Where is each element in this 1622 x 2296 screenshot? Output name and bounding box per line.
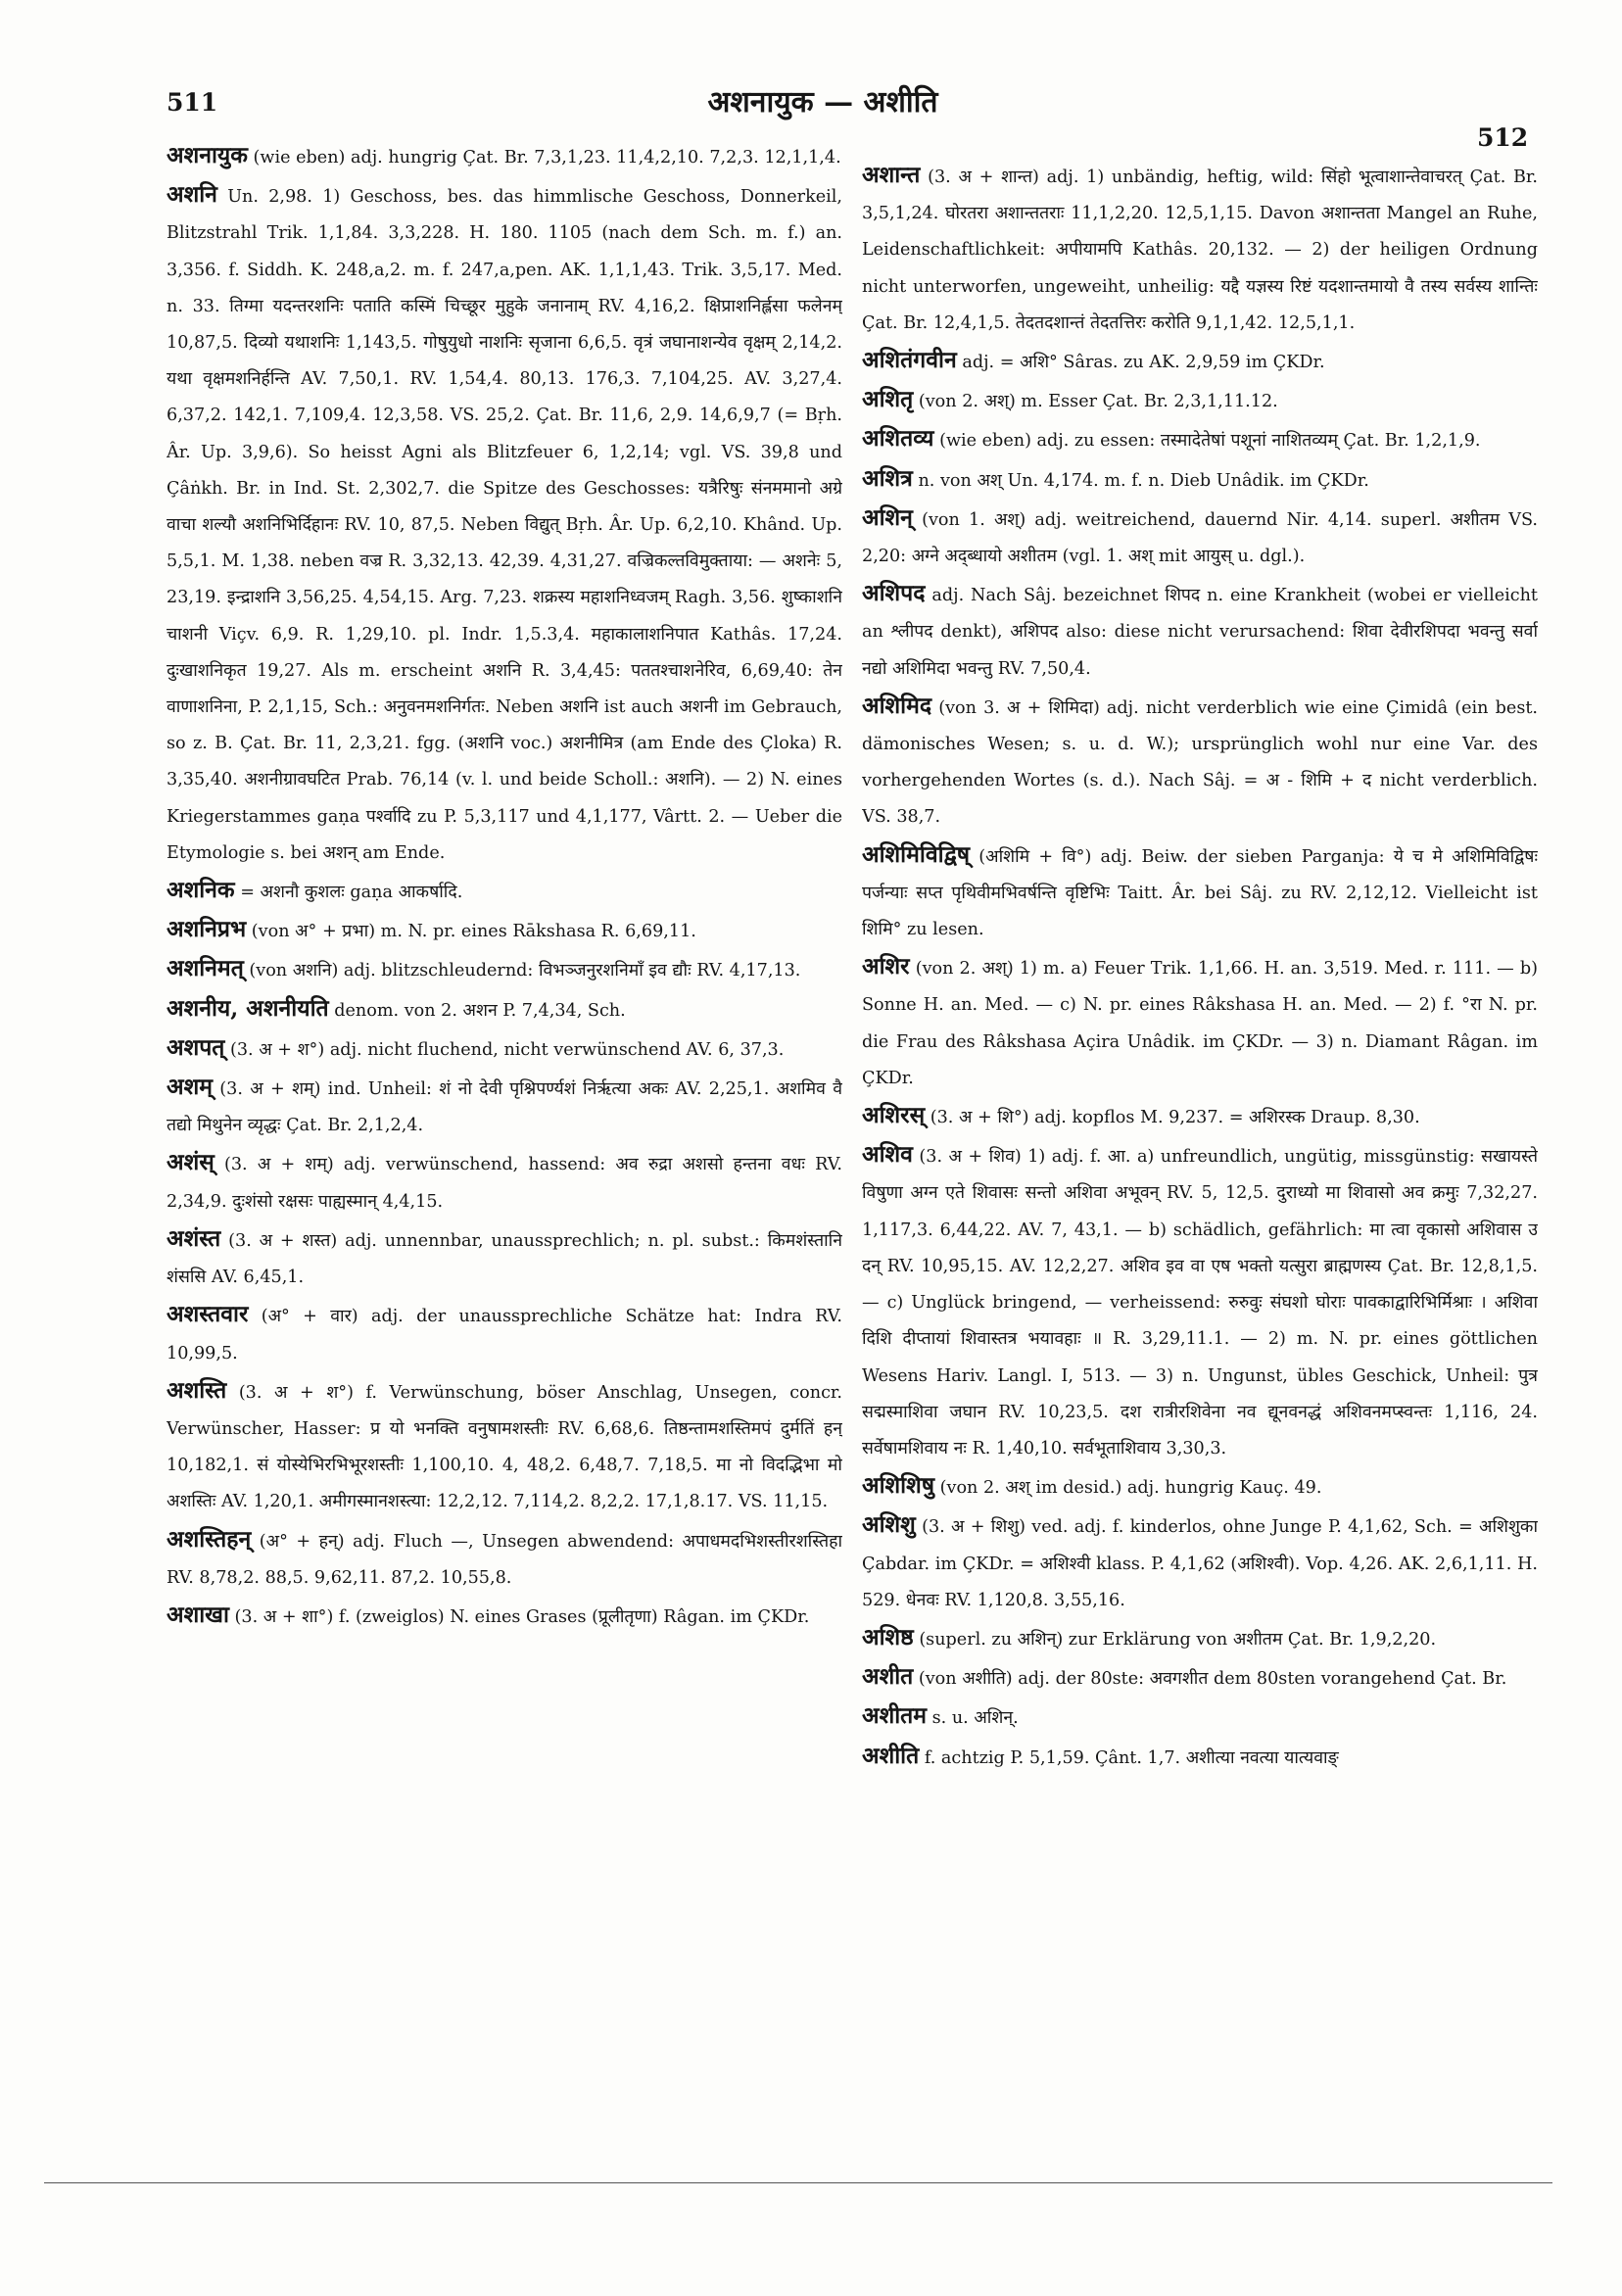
dictionary-entry [167, 950, 842, 989]
entry-text: (3. अ + शिव) 1) adj. f. आ. a) unfreundlich, ungütig, missgünstig: सखायस्ते विषुणा अग्न एते शिवासः सन्तो अशिवा अभूवन् RV. 5, 12,5. दुराध्यो मा शिवासो अव क्रमुः 7,32,27. 1,117,3. 6,44,22. AV. 7, 43,1. — b) schädlich, gefährlich: मा त्वा वृकासो अशिवास उ दन् RV. 10,95,15. AV. 12,2,27. अशिव इव वा एष भक्तो यत्सुरा ब्राह्मणस्य Çat. Br. 12,8,1,5. — c) Unglück bringend, — verheissend: रुरुवुः संघशो घोराः पावकाद्वारिभिर्मिश्राः । अशिवा दिशि दीप्तायां शिवास्तत्र भयावहाः ॥ R. 3,29,11.1. — 2) m. N. pr. eines göttlichen Wesens Hariv. Langl. I, 513. — 3) n. Ungunst, übles Geschick, Unheil: पुत्र सद्मस्माशिवा जघान RV. 10,23,5. दश रात्रीरशिवेना नव द्यूनवनद्धं अशिवनमप्स्वन्तः 1,116, 24. सर्वेषामशिवाय नः R. 1,40,10. सर्वभूताशिवाय 3,30,3. [862, 1147, 1538, 1459]
dictionary-entry [167, 176, 842, 872]
entry-headword: अशस्तिहन् [167, 1525, 252, 1553]
entry-headword: अशिन् [862, 503, 913, 531]
entry-headword: अशनायुक [167, 142, 248, 168]
entry-text: (अ° + हन्) adj. Fluch —, Unsegen abwendend: अपाधमदभिशस्तीरशस्तिहा RV. 8,78,2. 88,5. 9,62,11. 87,2. 10,55,8. [167, 1531, 842, 1588]
entry-headword: अशान्त [862, 162, 921, 188]
entry-headword: अशनिक [167, 877, 235, 904]
entry-headword: अशस्ति [167, 1376, 227, 1404]
dictionary-entry [862, 420, 1538, 459]
entry-text: (von 2. अश्) 1) m. a) Feuer Trik. 1,1,66. H. an. 3,519. Med. r. 111. — b) Sonne H. an. Med. — c) N. pr. eines Râkshasa H. an. Med. — 2) f. °रा N. pr. die Frau des Râkshasa Açira Unâdik. im ÇKDr. — 3) n. Diamant Râgan. im ÇKDr. [862, 959, 1538, 1088]
entry-headword: अशितृ [862, 386, 914, 413]
dictionary-entry [862, 1136, 1538, 1467]
entry-text: (von 3. अ + शिमिदा) adj. nicht verderblich wie eine Çimidâ (ein best. dämonisches Wesen; s. u. d. W.); ursprünglich wohl nur eine Var. des vorhergehenden Wortes (s. d.). Nach Sâj. = अ - शिमि + द nicht verderblich. VS. 38,7. [862, 697, 1538, 828]
entry-text: (von अशीति) adj. der 80ste: अवगशीत dem 80sten vorangehend Çat. Br. [918, 1669, 1507, 1690]
entry-text: (3. अ + शि°) adj. kopflos M. 9,237. = अशिरस्क Draup. 8,30. [930, 1108, 1420, 1128]
dictionary-entry [167, 1521, 842, 1597]
dictionary-entry [167, 1069, 842, 1144]
dictionary-entry [862, 381, 1538, 420]
left-column [167, 137, 842, 1636]
right-page-number: 512 [1477, 123, 1529, 152]
entry-headword: अशीति [862, 1742, 920, 1769]
dictionary-entry [167, 1220, 842, 1296]
entry-text: (superl. zu अशिन्) zur Erklärung von अशीतम Çat. Br. 1,9,2,20. [919, 1629, 1437, 1650]
dictionary-entry [862, 575, 1538, 688]
entry-headword: अशीत [862, 1663, 914, 1691]
dictionary-entry [167, 1372, 842, 1521]
entry-text: (von 2. अश्) m. Esser Çat. Br. 2,3,1,11.12. [918, 392, 1278, 412]
running-head: अशनायुक — अशीति [707, 85, 938, 120]
entry-headword: अशनिमत् [167, 955, 244, 982]
footer-rule [44, 2182, 1552, 2183]
entry-text: (3. अ + शम्) adj. verwünschend, hassend: अव रुद्रा अशसो हन्तना वधः RV. 2,34,9. दुःशंसो रक्षसः पाह्यस्मान् 4,4,15. [167, 1155, 842, 1212]
entry-text: (von अशनि) adj. blitzschleudernd: विभञ्जनुरशनिमाँ इव द्यौः RV. 4,17,13. [249, 961, 801, 981]
entry-text: (3. अ + श°) f. Verwünschung, böser Anschlag, Unsegen, concr. Verwünscher, Hasser: प्र यो भनक्ति वनुषामशस्तीः RV. 6,68,6. तिष्ठन्तामशस्तिमपं दुर्मतिं हन् 10,182,1. सं योस्येभिरभिभूरशस्तीः 1,100,10. 4, 48,2. 6,48,7. 7,18,5. मा नो विदद्भिभा मो अशस्तिः AV. 1,20,1. अमीगस्मानशस्त्या: 12,2,12. 7,114,2. 8,2,2. 17,1,8.17. VS. 11,15. [167, 1382, 842, 1512]
dictionary-entry [862, 1097, 1538, 1136]
dictionary-entry [862, 1507, 1538, 1619]
dictionary-entry [167, 990, 842, 1029]
entry-text: n. von अश् Un. 4,174. m. f. n. Dieb Unâdik. im ÇKDr. [918, 470, 1369, 491]
entry-text: (wie eben) adj. hungrig Çat. Br. 7,3,1,23. 11,4,2,10. 7,2,3. 12,1,1,4. [253, 148, 841, 167]
dictionary-entry [167, 1144, 842, 1220]
dictionary-entry [167, 1296, 842, 1371]
dictionary-entry [167, 911, 842, 950]
entry-text: (3. अ + शस्त) adj. unnennbar, unaussprechlich; n. pl. subst.: किमशंस्तानि शंससि AV. 6,45,1. [167, 1230, 842, 1288]
entry-headword: अशिशु [862, 1511, 916, 1539]
dictionary-entry [862, 948, 1538, 1097]
entry-headword: अशिमिद [862, 692, 932, 719]
entry-text: (von अ° + प्रभा) m. N. pr. eines Rākshasa R. 6,69,11. [251, 922, 696, 942]
entry-headword: अशनिप्रभ [167, 916, 247, 943]
entry-headword: अशिर [862, 953, 910, 981]
entry-headword: अशीतम [862, 1702, 928, 1730]
entry-text: (3. अ + शान्त) adj. 1) unbändig, heftig, wild: सिंहो भूत्वाशान्तेवाचरत् Çat. Br. 3,5,1,24. घोरतरा अशान्ततराः 11,1,2,20. 12,5,1,15. Davon अशान्तता Mangel an Ruhe, Leidenschaftlichkeit: अपीयामपि Kathâs. 20,132. — 2) der heiligen Ordnung nicht unterworfen, ungeweiht, unheilig: यद्दै यज्ञस्य रिष्टं यदशान्तमायो वै तस्य सर्वस्य शान्तिः Çat. Br. 12,4,1,5. तेदतदशान्तं तेदतत्तिरः करोति 9,1,1,42. 12,5,1,1. [862, 167, 1538, 333]
dictionary-entry [862, 1658, 1538, 1698]
dictionary-entry [862, 688, 1538, 837]
entry-text: adj. = अशि° Sâras. zu AK. 2,9,59 im ÇKDr. [962, 353, 1325, 373]
dictionary-entry [167, 137, 842, 176]
left-page-number: 511 [167, 88, 218, 117]
entry-headword: अशंस्त [167, 1224, 221, 1252]
entry-headword: अशिव [862, 1141, 913, 1169]
entry-text: s. u. अशिन्. [931, 1708, 1019, 1729]
entry-text: (3. अ + शिशु) ved. adj. f. kinderlos, ohne Junge P. 4,1,62, Sch. = अशिशुका Çabdar. im ÇKDr. = अशिश्वी klass. P. 4,1,62 (अशिश्वी). Vop. 4,26. AK. 2,6,1,11. H. 529. धेनवः RV. 1,120,8. 3,55,16. [862, 1517, 1538, 1610]
dictionary-entry [862, 837, 1538, 949]
entry-headword: अशिपद [862, 580, 926, 607]
entry-headword: अशिष्ठ [862, 1623, 914, 1650]
entry-text: Un. 2,98. 1) Geschoss, bes. das himmlische Geschoss, Donnerkeil, Blitzstrahl Trik. 1,1,84. 3,3,228. H. 180. 1105 (nach dem Sch. m. f.) an. 3,356. f. Siddh. K. 248,a,2. m. f. 247,a,pen. AK. 1,1,1,43. Trik. 3,5,17. Med. n. 33. तिग्मा यदन्तरशनिः पताति कस्मिं चिच्छूर मुहुके जनानाम् RV. 4,16,2. क्षिप्राशनिर्ह्लसा फलेनम् 10,87,5. दिव्यो यथाशनिः 1,143,5. गोषुयुधो नाशनिः सृजाना 6,6,5. वृत्रं जघानाशन्येव वृक्षम् 2,14,2. यथा वृक्षमशनिर्हन्ति AV. 7,50,1. RV. 1,54,4. 80,13. 176,3. 7,104,25. AV. 3,27,4. 6,37,2. 142,1. 7,109,4. 12,3,58. VS. 25,2. Çat. Br. 11,6, 2,9. 14,6,9,7 (= Bṛh. Âr. Up. 3,9,6). So heisst Agni als Blitzfeuer 6, 1,2,14; vgl. VS. 39,8 und Çâṅkh. Br. in Ind. St. 2,302,7. die Spitze des Geschosses: यत्रैरिषुः संनममानो अग्रे वाचा शल्यौ अशनिभिर्दिहानः RV. 10, 87,5. Neben विद्युत् Bṛh. Âr. Up. 6,2,10. Khând. Up. 5,5,1. M. 1,38. neben वज्र R. 3,32,13. 42,39. 4,31,27. वज्रिकल्तविमुक्ताया: — अशनेः 5, 23,19. इन्द्राशनि 3,56,25. 4,54,15. Arg. 7,23. शक्रस्य महाशनिध्वजम् Ragh. 3,56. शुष्काशनि चाशनी Viçv. 6,9. R. 1,29,10. pl. Indr. 1,5.3,4. महाकालाशनिपात Kathâs. 17,24. दुःखाशनिकृत 19,27. Als m. erscheint अशनि R. 3,4,45: पततश्चाशनेरिव, 6,69,40: तेन वाणाशनिना, P. 2,1,15, Sch.: अनुवनमशनिर्गतः. Neben अशनि ist auch अशनी im Gebrauch, so z. B. Çat. Br. 11, 2,3,21. fgg. (अशनि voc.) अशनीमित्र (am Ende des Çloka) R. 3,35,40. अशनीग्रावघटित Prab. 76,14 (v. l. und beide Scholl.: अशनि). — 2) N. eines Kriegerstammes gaṇa पर्श्वादि zu P. 5,3,117 und 4,1,177, Vârtt. 2. — Ueber die Etymologie s. bei अशन् am Ende. [167, 187, 842, 863]
entry-headword: अशपत् [167, 1033, 225, 1061]
entry-text: f. achtzig P. 5,1,59. Çânt. 1,7. अशीत्या नवत्या यात्यवाङ् [924, 1747, 1339, 1768]
dictionary-entry [862, 1698, 1538, 1737]
entry-text: (von 1. अश्) adj. weitreichend, dauernd Nir. 4,14. superl. अशीतम VS. 2,20: अग्ने अद्ब्धायो अशीतम (vgl. 1. अश् mit आयुस् u. dgl.). [862, 509, 1538, 567]
entry-headword: अशनि [167, 181, 217, 209]
entry-headword: अशिशिषु [862, 1472, 935, 1500]
entry-text: = अशनौ कुशलः gaṇa आकर्षादि. [240, 883, 463, 903]
dictionary-entry [862, 1467, 1538, 1507]
entry-headword: अशितंगवीन [862, 347, 957, 374]
entry-headword: अशित्र [862, 464, 913, 492]
entry-text: (अ° + वार) adj. der unaussprechliche Schätze hat: Indra RV. 10,99,5. [167, 1307, 842, 1363]
entry-headword: अशाखा [167, 1601, 229, 1628]
entry-text: (3. अ + श°) adj. nicht fluchend, nicht verwünschend AV. 6, 37,3. [229, 1039, 785, 1060]
dictionary-entry [167, 872, 842, 911]
dictionary-entry [167, 1597, 842, 1636]
page-header [0, 80, 1622, 152]
dictionary-entry [862, 1619, 1538, 1658]
entry-text: adj. Nach Sâj. bezeichnet शिपद n. eine Krankheit (wobei er vielleicht an श्लीपद denkt), अशिपद also: diese nicht verursachend: शिवा देवीरशिपदा भवन्तु सर्वा नद्यो अशिमिदा भवन्तु RV. 7,50,4. [862, 586, 1538, 679]
entry-headword: अशंस् [167, 1149, 215, 1176]
dictionary-entry [862, 500, 1538, 575]
entry-headword: अशम् [167, 1074, 213, 1101]
dictionary-entry [862, 460, 1538, 500]
dictionary-entry [862, 157, 1538, 342]
entry-text: denom. von 2. अशन P. 7,4,34, Sch. [334, 1000, 626, 1021]
entry-headword: अशस्तवार [167, 1301, 249, 1328]
entry-headword: अशनीय, अशनीयति [167, 994, 329, 1022]
entry-text: (3. अ + शा°) f. (zweiglos) N. eines Grases (प्रूलीतृणा) Râgan. im ÇKDr. [234, 1606, 810, 1627]
entry-headword: अशितव्य [862, 425, 934, 453]
entry-text: (3. अ + शम्) ind. Unheil: शं नो देवी पृश्निपर्ण्यशं निर्ऋत्या अकः AV. 2,25,1. अशमिव वै तद्यो मिथुनेन व्यृद्धः Çat. Br. 2,1,2,4. [167, 1079, 842, 1136]
dictionary-entry [862, 342, 1538, 381]
entry-headword: अशिरस् [862, 1102, 926, 1129]
entry-text: (अशिमि + वि°) adj. Beiw. der sieben Parganja: ये च मे अशिमिविद्विषः पर्जन्याः सप्त पृथिवीमभिवर्षन्ति वृष्टिभिः Taitt. Âr. bei Sâj. zu RV. 2,12,12. Vielleicht ist शिमि° zu lesen. [862, 846, 1538, 940]
entry-text: (wie eben) adj. zu essen: तस्मादेतेषां पशूनां नाशितव्यम् Çat. Br. 1,2,1,9. [939, 431, 1481, 452]
entry-headword: अशिमिविद्विष् [862, 840, 971, 868]
right-column [862, 157, 1538, 1777]
dictionary-entry [167, 1029, 842, 1069]
entry-text: (von 2. अश् im desid.) adj. hungrig Kauç. 49. [939, 1478, 1322, 1499]
dictionary-entry [862, 1738, 1538, 1777]
